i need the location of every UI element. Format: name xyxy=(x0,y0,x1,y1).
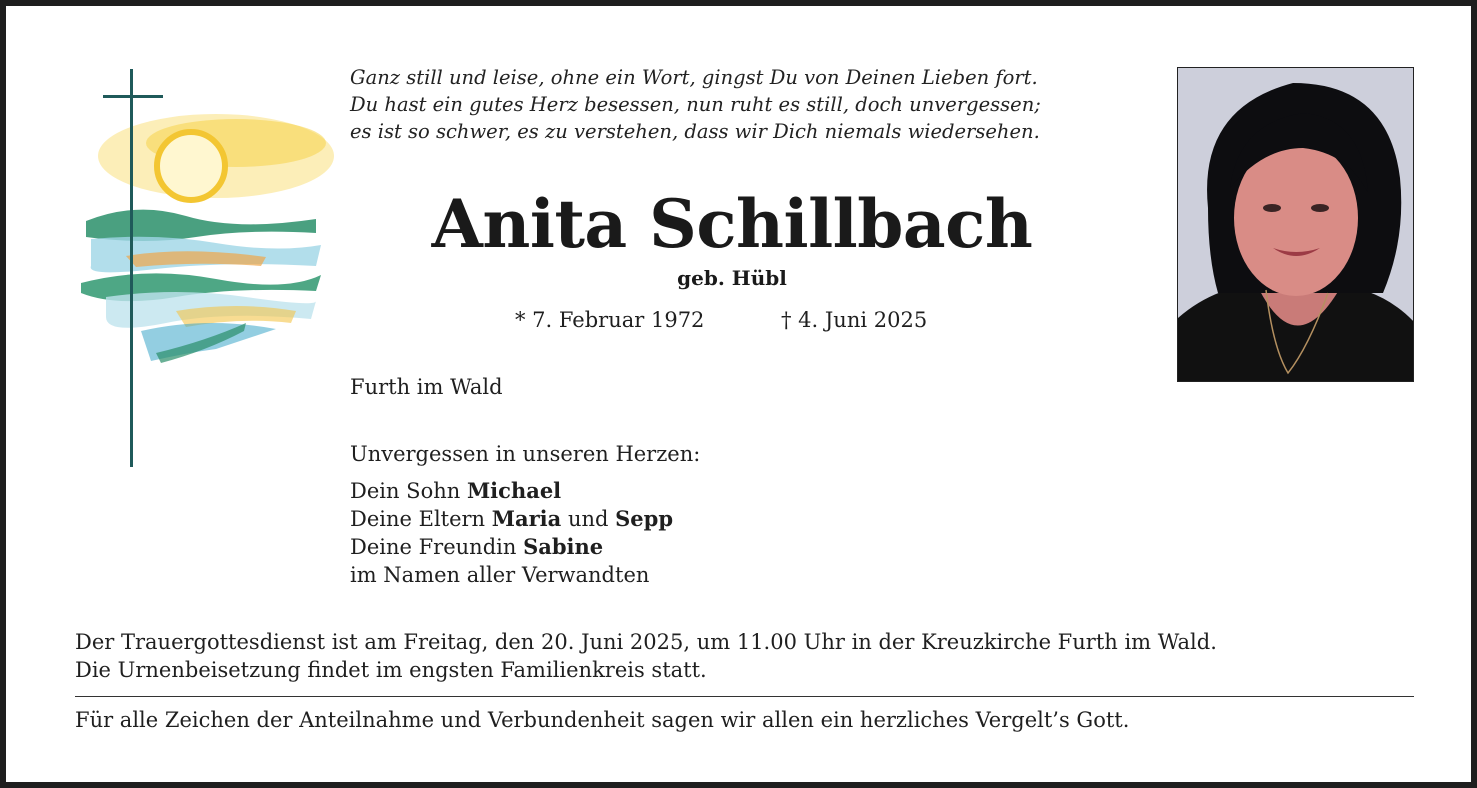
mourner-line xyxy=(350,533,673,561)
birth-name: geb. Hübl xyxy=(677,266,787,290)
portrait-image xyxy=(1178,68,1414,382)
verse-line: es ist so schwer, es zu verstehen, dass wir Dich niemals wiedersehen. xyxy=(350,120,1040,143)
service-info xyxy=(75,628,1217,684)
mourner-relation: Deine Eltern xyxy=(350,507,492,531)
memorial-verse xyxy=(350,64,1041,145)
sunset-landscape xyxy=(81,114,334,363)
verse-line: Du hast ein gutes Herz besessen, nun ruht es still, doch unvergessen; xyxy=(350,93,1041,116)
thanks-note: Für alle Zeichen der Anteilnahme und Verbundenheit sagen wir allen ein herzliches Vergelt’s Gott. xyxy=(75,708,1130,732)
birth-date: * 7. Februar 1972 xyxy=(515,308,705,332)
mourner-line xyxy=(350,505,673,533)
mourners-list xyxy=(350,477,673,589)
hometown: Furth im Wald xyxy=(350,375,503,399)
death-date: † 4. Juni 2025 xyxy=(781,308,928,332)
mourner-relation: im Namen aller Verwandten xyxy=(350,563,650,587)
mourner-relation: Dein Sohn xyxy=(350,479,467,503)
deceased-name: Anita Schillbach xyxy=(431,185,1033,263)
mourner-conjunction: und xyxy=(561,507,616,531)
cross-sunset-illustration xyxy=(66,61,336,476)
mourners-heading: Unvergessen in unseren Herzen: xyxy=(350,442,701,466)
mourner-relation: Deine Freundin xyxy=(350,535,524,559)
mourner-line xyxy=(350,477,673,505)
mourner-name: Maria xyxy=(491,506,562,531)
mourner-name: Sepp xyxy=(615,506,674,531)
mourner-line xyxy=(350,561,673,589)
verse-line: Ganz still und leise, ohne ein Wort, gingst Du von Deinen Lieben fort. xyxy=(350,66,1038,89)
mourner-name: Sabine xyxy=(523,534,604,559)
divider xyxy=(75,696,1414,697)
mourner-name: Michael xyxy=(466,478,562,503)
burial-line: Die Urnenbeisetzung findet im engsten Familienkreis statt. xyxy=(75,658,707,682)
portrait-photo xyxy=(1177,67,1414,382)
funeral-service-line: Der Trauergottesdienst ist am Freitag, den 20. Juni 2025, um 11.00 Uhr in der Kreuzkirche Furth im Wald. xyxy=(75,630,1217,654)
